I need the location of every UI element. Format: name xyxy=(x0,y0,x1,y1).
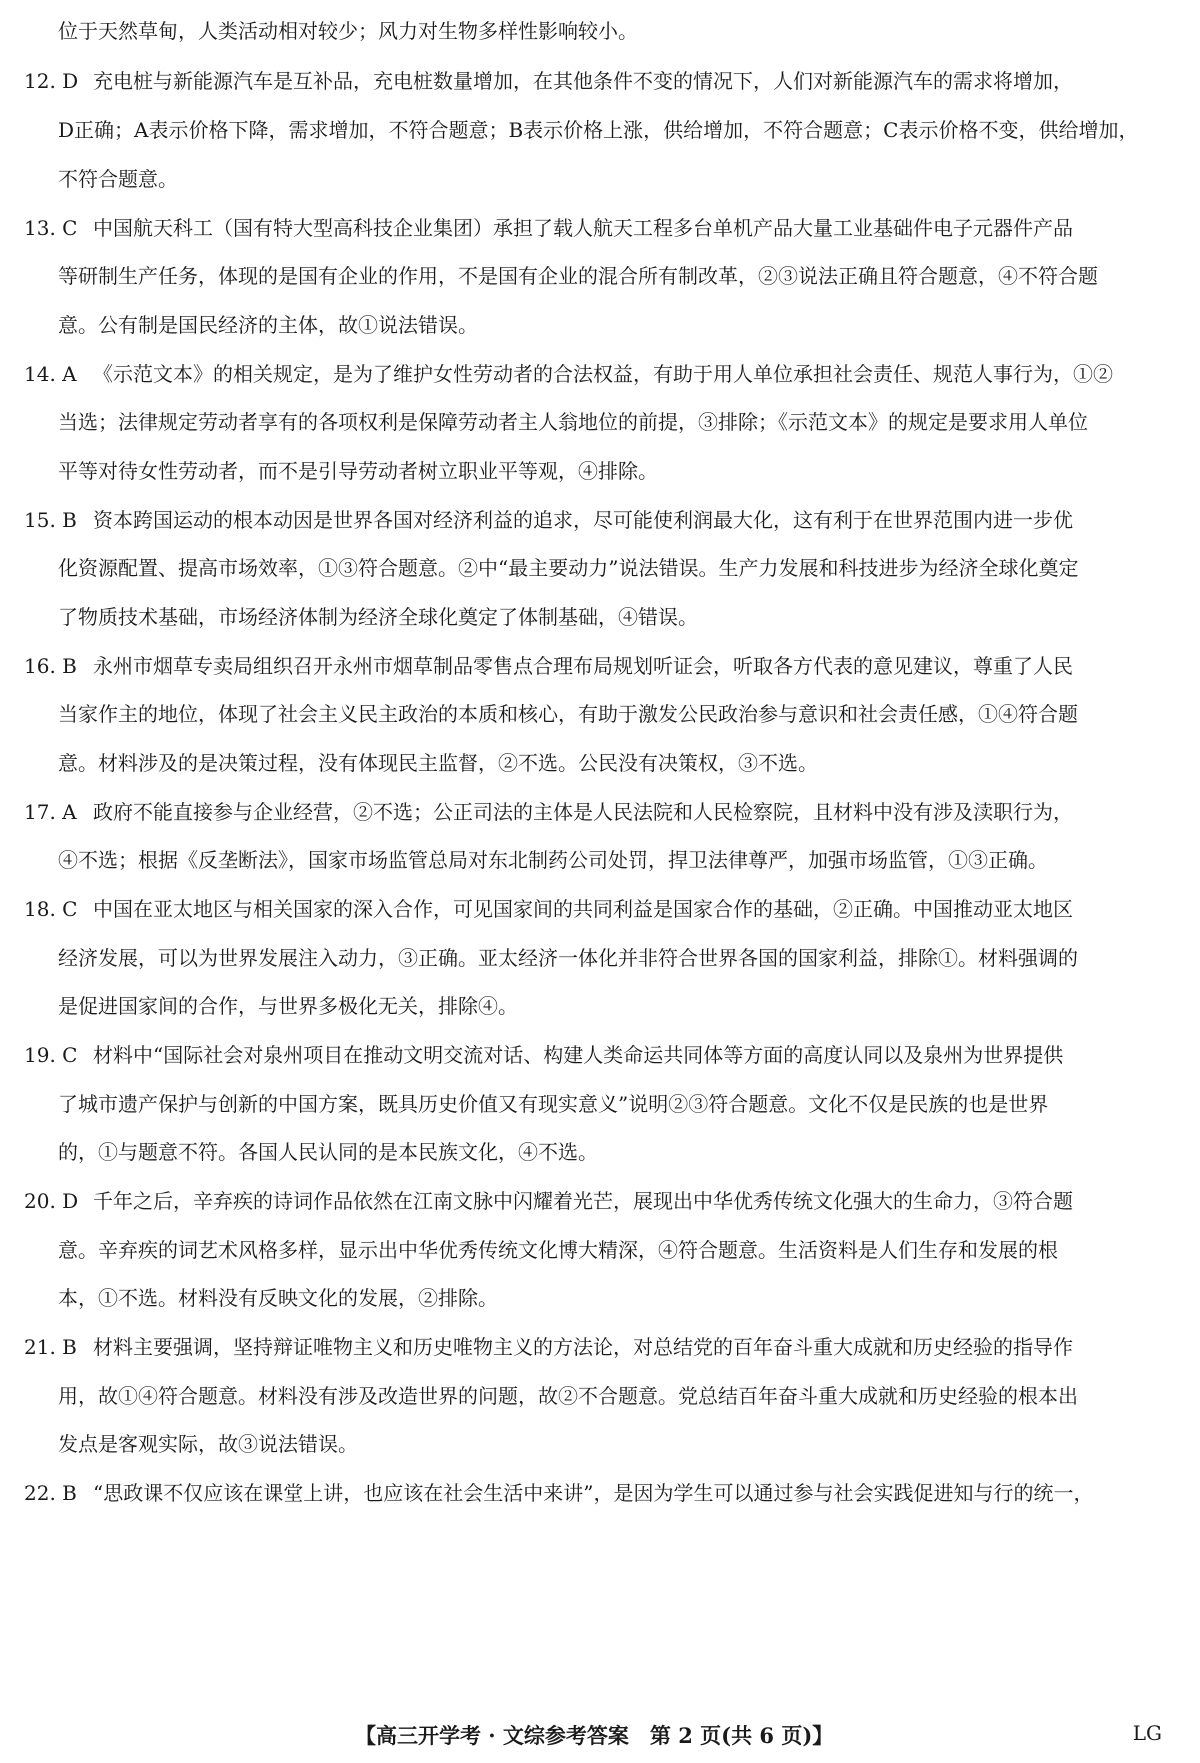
text-line: 平等对待女性劳动者，而不是引导劳动者树立职业平等观，④排除。 xyxy=(58,459,658,483)
text-line: 材料主要强调，坚持辩证唯物主义和历史唯物主义的方法论，对总结党的百年奋斗重大成就和历史经验的指导作 xyxy=(93,1335,1073,1359)
text-line: 不符合题意。 xyxy=(58,167,178,191)
text-line: 当家作主的地位，体现了社会主义民主政治的本质和核心，有助于激发公民政治参与意识和社会责任感，①④符合题 xyxy=(58,702,1078,726)
text-line: 当选；法律规定劳动者享有的各项权利是保障劳动者主人翁地位的前提，③排除；《示范文本》的规定是要求用人单位 xyxy=(58,410,1088,434)
text-line: 《示范文本》的相关规定，是为了维护女性劳动者的合法权益，有助于用人单位承担社会责任、规范人事行为，①② xyxy=(93,362,1113,386)
text-line: 政府不能直接参与企业经营，②不选；公正司法的主体是人民法院和人民检察院，且材料中没有涉及渎职行为， xyxy=(93,800,1073,824)
text-line: 永州市烟草专卖局组织召开永州市烟草制品零售点合理布局规划听证会，听取各方代表的意见建议，尊重了人民 xyxy=(93,654,1073,678)
question-number: 19. C xyxy=(24,1043,78,1067)
text-line: 材料中“国际社会对泉州项目在推动文明交流对话、构建人类命运共同体等方面的高度认同以及泉州为世界提供 xyxy=(93,1043,1064,1067)
text-line: 了城市遗产保护与创新的中国方案，既具历史价值又有现实意义”说明②③符合题意。文化不仅是民族的也是世界 xyxy=(58,1092,1049,1116)
text-line: 充电桩与新能源汽车是互补品，充电桩数量增加，在其他条件不变的情况下，人们对新能源汽车的需求将增加， xyxy=(93,69,1073,93)
text-line: ④不选；根据《反垄断法》，国家市场监管总局对东北制药公司处罚，捍卫法律尊严，加强市场监管，①③正确。 xyxy=(58,848,1048,872)
text-line: 位于天然草甸，人类活动相对较少；风力对生物多样性影响较小。 xyxy=(58,19,638,43)
text-line: 化资源配置、提高市场效率，①③符合题意。②中“最主要动力”说法错误。生产力发展和科技进步为经济全球化奠定 xyxy=(58,556,1079,580)
text-line: 了物质技术基础，市场经济体制为经济全球化奠定了体制基础，④错误。 xyxy=(58,605,698,629)
question-number: 21. B xyxy=(24,1335,77,1359)
question-number: 15. B xyxy=(24,508,77,532)
text-line: 是促进国家间的合作，与世界多极化无关，排除④。 xyxy=(58,994,518,1018)
footer-title: 【高三开学考 · 文综参考答案 第 2 页(共 6 页)】 xyxy=(355,1723,834,1748)
question-number: 16. B xyxy=(24,654,77,678)
text-line: 意。公有制是国民经济的主体，故①说法错误。 xyxy=(58,313,478,337)
text-line: 经济发展，可以为世界发展注入动力，③正确。亚太经济一体化并非符合世界各国的国家利益，排除①。材料强调的 xyxy=(58,946,1078,970)
text-line: 用，故①④符合题意。材料没有涉及改造世界的问题，故②不合题意。党总结百年奋斗重大成就和历史经验的根本出 xyxy=(58,1384,1078,1408)
text-line: 意。材料涉及的是决策过程，没有体现民主监督，②不选。公民没有决策权，③不选。 xyxy=(58,751,818,775)
text-line: 发点是客观实际，故③说法错误。 xyxy=(58,1432,358,1456)
text-line: 中国航天科工（国有特大型高科技企业集团）承担了载人航天工程多台单机产品大量工业基础件电子元器件产品 xyxy=(93,216,1073,240)
text-line: 意。辛弃疾的词艺术风格多样，显示出中华优秀传统文化博大精深，④符合题意。生活资料是人们生存和发展的根 xyxy=(58,1238,1058,1262)
question-number: 20. D xyxy=(24,1189,79,1213)
text-line: “思政课不仅应该在课堂上讲，也应该在社会生活中来讲”，是因为学生可以通过参与社会实践促进知与行的统一， xyxy=(93,1481,1094,1505)
text-line: 的，①与题意不符。各国人民认同的是本民族文化，④不选。 xyxy=(58,1140,598,1164)
question-number: 18. C xyxy=(24,897,78,921)
text-line: 本，①不选。材料没有反映文化的发展，②排除。 xyxy=(58,1286,498,1310)
question-number: 17. A xyxy=(24,800,77,824)
question-number: 14. A xyxy=(24,362,77,386)
text-line: D正确；A表示价格下降，需求增加，不符合题意；B表示价格上涨，供给增加，不符合题意；C表示价格不变，供给增加， xyxy=(58,118,1139,142)
page-footer xyxy=(0,1720,1200,1750)
text-line: 资本跨国运动的根本动因是世界各国对经济利益的追求，尽可能使利润最大化，这有利于在世界范围内进一步优 xyxy=(93,508,1073,532)
question-number: 22. B xyxy=(24,1481,77,1505)
text-line: 中国在亚太地区与相关国家的深入合作，可见国家间的共同利益是国家合作的基础，②正确。中国推动亚太地区 xyxy=(93,897,1073,921)
question-number: 13. C xyxy=(24,216,78,240)
question-number: 12. D xyxy=(24,69,79,93)
text-line: 等研制生产任务，体现的是国有企业的作用，不是国有企业的混合所有制改革，②③说法正确且符合题意，④不符合题 xyxy=(58,264,1098,288)
text-line: 千年之后，辛弃疾的诗词作品依然在江南文脉中闪耀着光芒，展现出中华优秀传统文化强大的生命力，③符合题 xyxy=(93,1189,1073,1213)
footer-code: LG xyxy=(1132,1721,1162,1745)
